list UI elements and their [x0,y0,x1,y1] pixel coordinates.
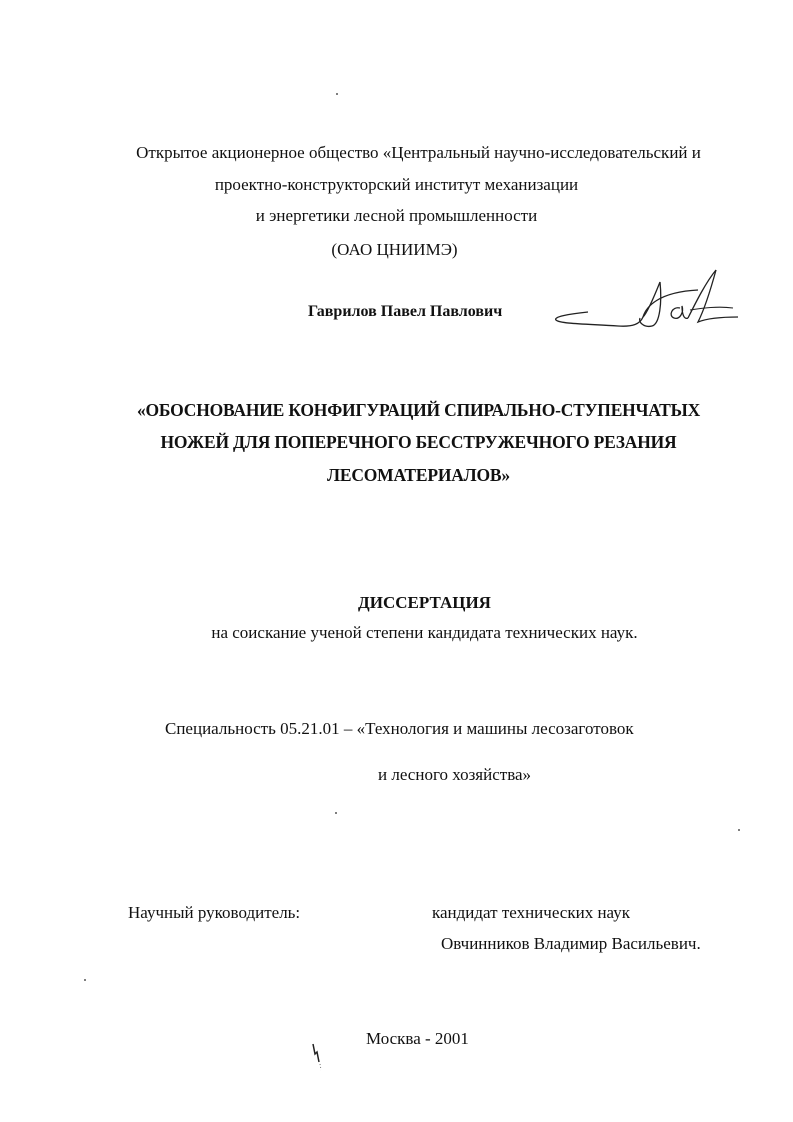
city-year: Москва - 2001 [366,1029,469,1048]
organization-abbreviation: (ОАО ЦНИИМЭ) [331,240,458,259]
dissertation-title-line-3: ЛЕСОМАТЕРИАЛОВ» [327,465,510,485]
organization-line-3: и энергетики лесной промышленности [255,206,538,225]
author-name: Гаврилов Павел Павлович [308,303,503,320]
dissertation-heading: ДИССЕРТАЦИЯ [358,593,491,612]
scan-speck [738,829,740,831]
organization-line-1: Открытое акционерное общество «Центральный научно-исследовательский и [136,143,701,162]
signature-icon [548,262,748,342]
supervisor-degree: кандидат технических наук [432,903,630,922]
dissertation-title-line-1: «ОБОСНОВАНИЕ КОНФИГУРАЦИЙ СПИРАЛЬНО-СТУПЕНЧАТЫХ [136,400,701,420]
supervisor-label: Научный руководитель: [128,903,301,922]
scan-speck [335,812,337,814]
dissertation-title-line-2: НОЖЕЙ ДЛЯ ПОПЕРЕЧНОГО БЕССТРУЖЕЧНОГО РЕЗАНИЯ [160,432,677,452]
specialty-line-2: и лесного хозяйства» [378,765,532,784]
specialty-line-1: Специальность 05.21.01 – «Технология и машины лесозаготовок [165,719,634,738]
dissertation-subtitle: на соискание ученой степени кандидата технических наук. [211,623,638,642]
scan-mark-icon [308,1042,328,1072]
scan-speck [336,93,338,95]
supervisor-name: Овчинников Владимир Васильевич. [441,934,701,953]
organization-line-2: проектно-конструкторский институт механизации [214,175,579,194]
scan-speck [84,979,86,981]
